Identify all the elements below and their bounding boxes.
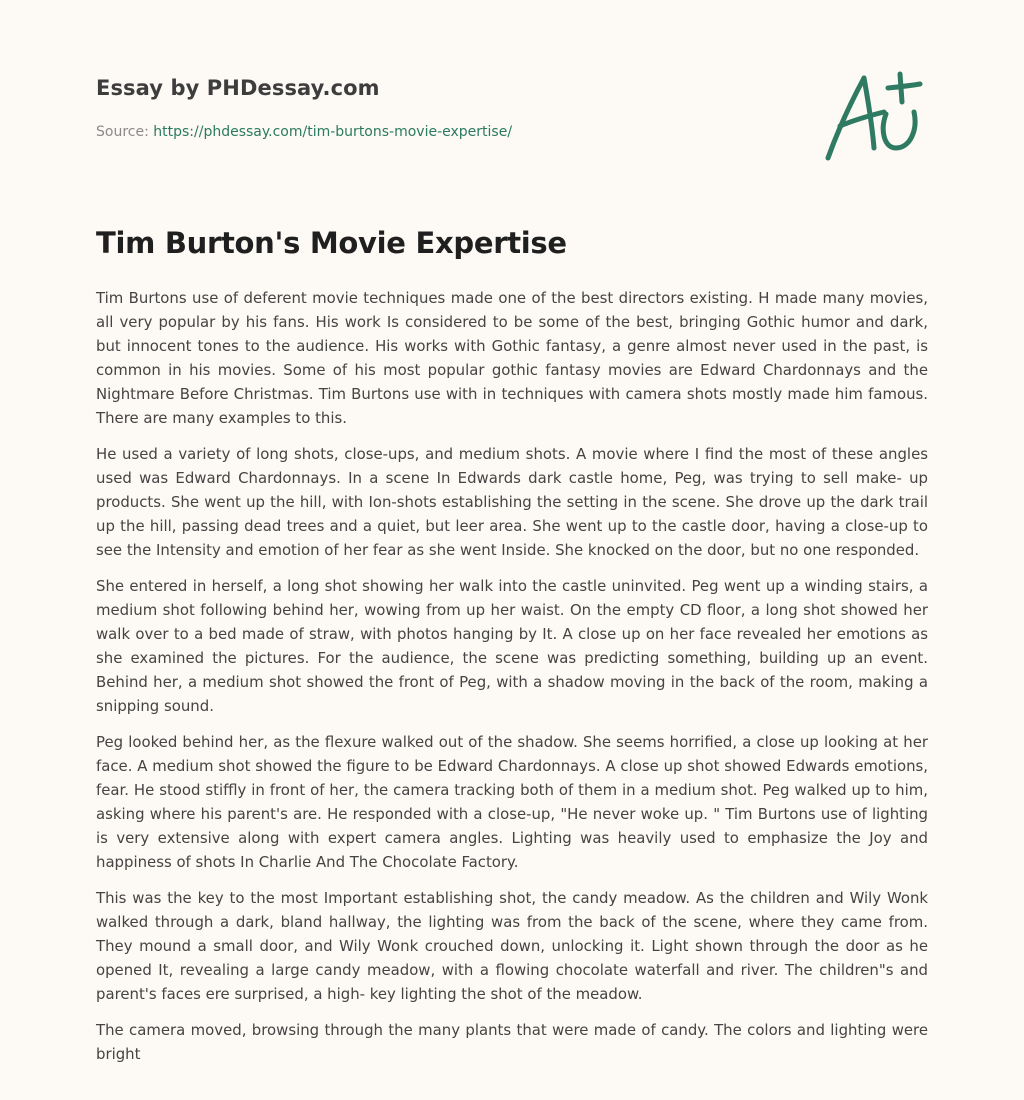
essay-paragraph: She entered in herself, a long shot showing her walk into the castle uninvited. Peg went up a winding stairs, a medium shot following behind her, wowing from up her waist. On the empty CD floor, a long shot showed her walk over to a bed made of straw, with photos hanging by It. A close up on her face revealed her emotions as she examined the pictures. For the audience, the scene was predicting something, building up an event. Behind her, a medium shot showed the front of Peg, with a shadow moving in the back of the room, making a snipping sound. [96, 577, 928, 715]
a-plus-logo-icon [822, 68, 926, 164]
essay-paragraph: The camera moved, browsing through the many plants that were made of candy. The colors and lighting were bright [96, 1021, 928, 1063]
source-label: Source: [96, 124, 154, 140]
source-line [96, 124, 512, 140]
source-link[interactable]: https://phdessay.com/tim-burtons-movie-expertise/ [153, 124, 513, 140]
site-brand: Essay by PHDessay.com [96, 76, 380, 100]
essay-paragraph: He used a variety of long shots, close-ups, and medium shots. A movie where I find the most of these angles used was Edward Chardonnays. In a scene In Edwards dark castle home, Peg, was trying to sell make- up products. She went up the hill, with Ion-shots establishing the setting in the scene. She drove up the dark trail up the hill, passing dead trees and a quiet, but leer area. She went up to the castle door, having a close-up to see the Intensity and emotion of her fear as she went Inside. She knocked on the door, but no one responded. [96, 445, 928, 559]
essay-body [96, 286, 928, 1078]
essay-title: Tim Burton's Movie Expertise [96, 226, 567, 260]
essay-paragraph: This was the key to the most Important establishing shot, the candy meadow. As the children and Wily Wonk walked through a dark, bland hallway, the lighting was from the back of the scene, where they came from. They mound a small door, and Wily Wonk crouched down, unlocking it. Light shown through the door as he opened It, revealing a large candy meadow, with a flowing chocolate waterfall and river. The children"s and parent's faces ere surprised, a high- key lighting the shot of the meadow. [96, 889, 928, 1003]
essay-paragraph: Peg looked behind her, as the flexure walked out of the shadow. She seems horrified, a close up looking at her face. A medium shot showed the figure to be Edward Chardonnays. A close up shot showed Edwards emotions, fear. He stood stiffly in front of her, the camera tracking both of them in a medium shot. Peg walked up to him, asking where his parent's are. He responded with a close-up, "He never woke up. " Tim Burtons use of lighting is very extensive along with expert camera angles. Lighting was heavily used to emphasize the Joy and happiness of shots In Charlie And The Chocolate Factory. [96, 733, 928, 871]
essay-paragraph: Tim Burtons use of deferent movie techniques made one of the best directors existing. H made many movies, all very popular by his fans. His work Is considered to be some of the best, bringing Gothic humor and dark, but innocent tones to the audience. His works with Gothic fantasy, a genre almost never used in the past, is common in his movies. Some of his most popular gothic fantasy movies are Edward Chardonnays and the Nightmare Before Christmas. Tim Burtons use with in techniques with camera shots mostly made him famous. There are many examples to this. [96, 289, 928, 427]
